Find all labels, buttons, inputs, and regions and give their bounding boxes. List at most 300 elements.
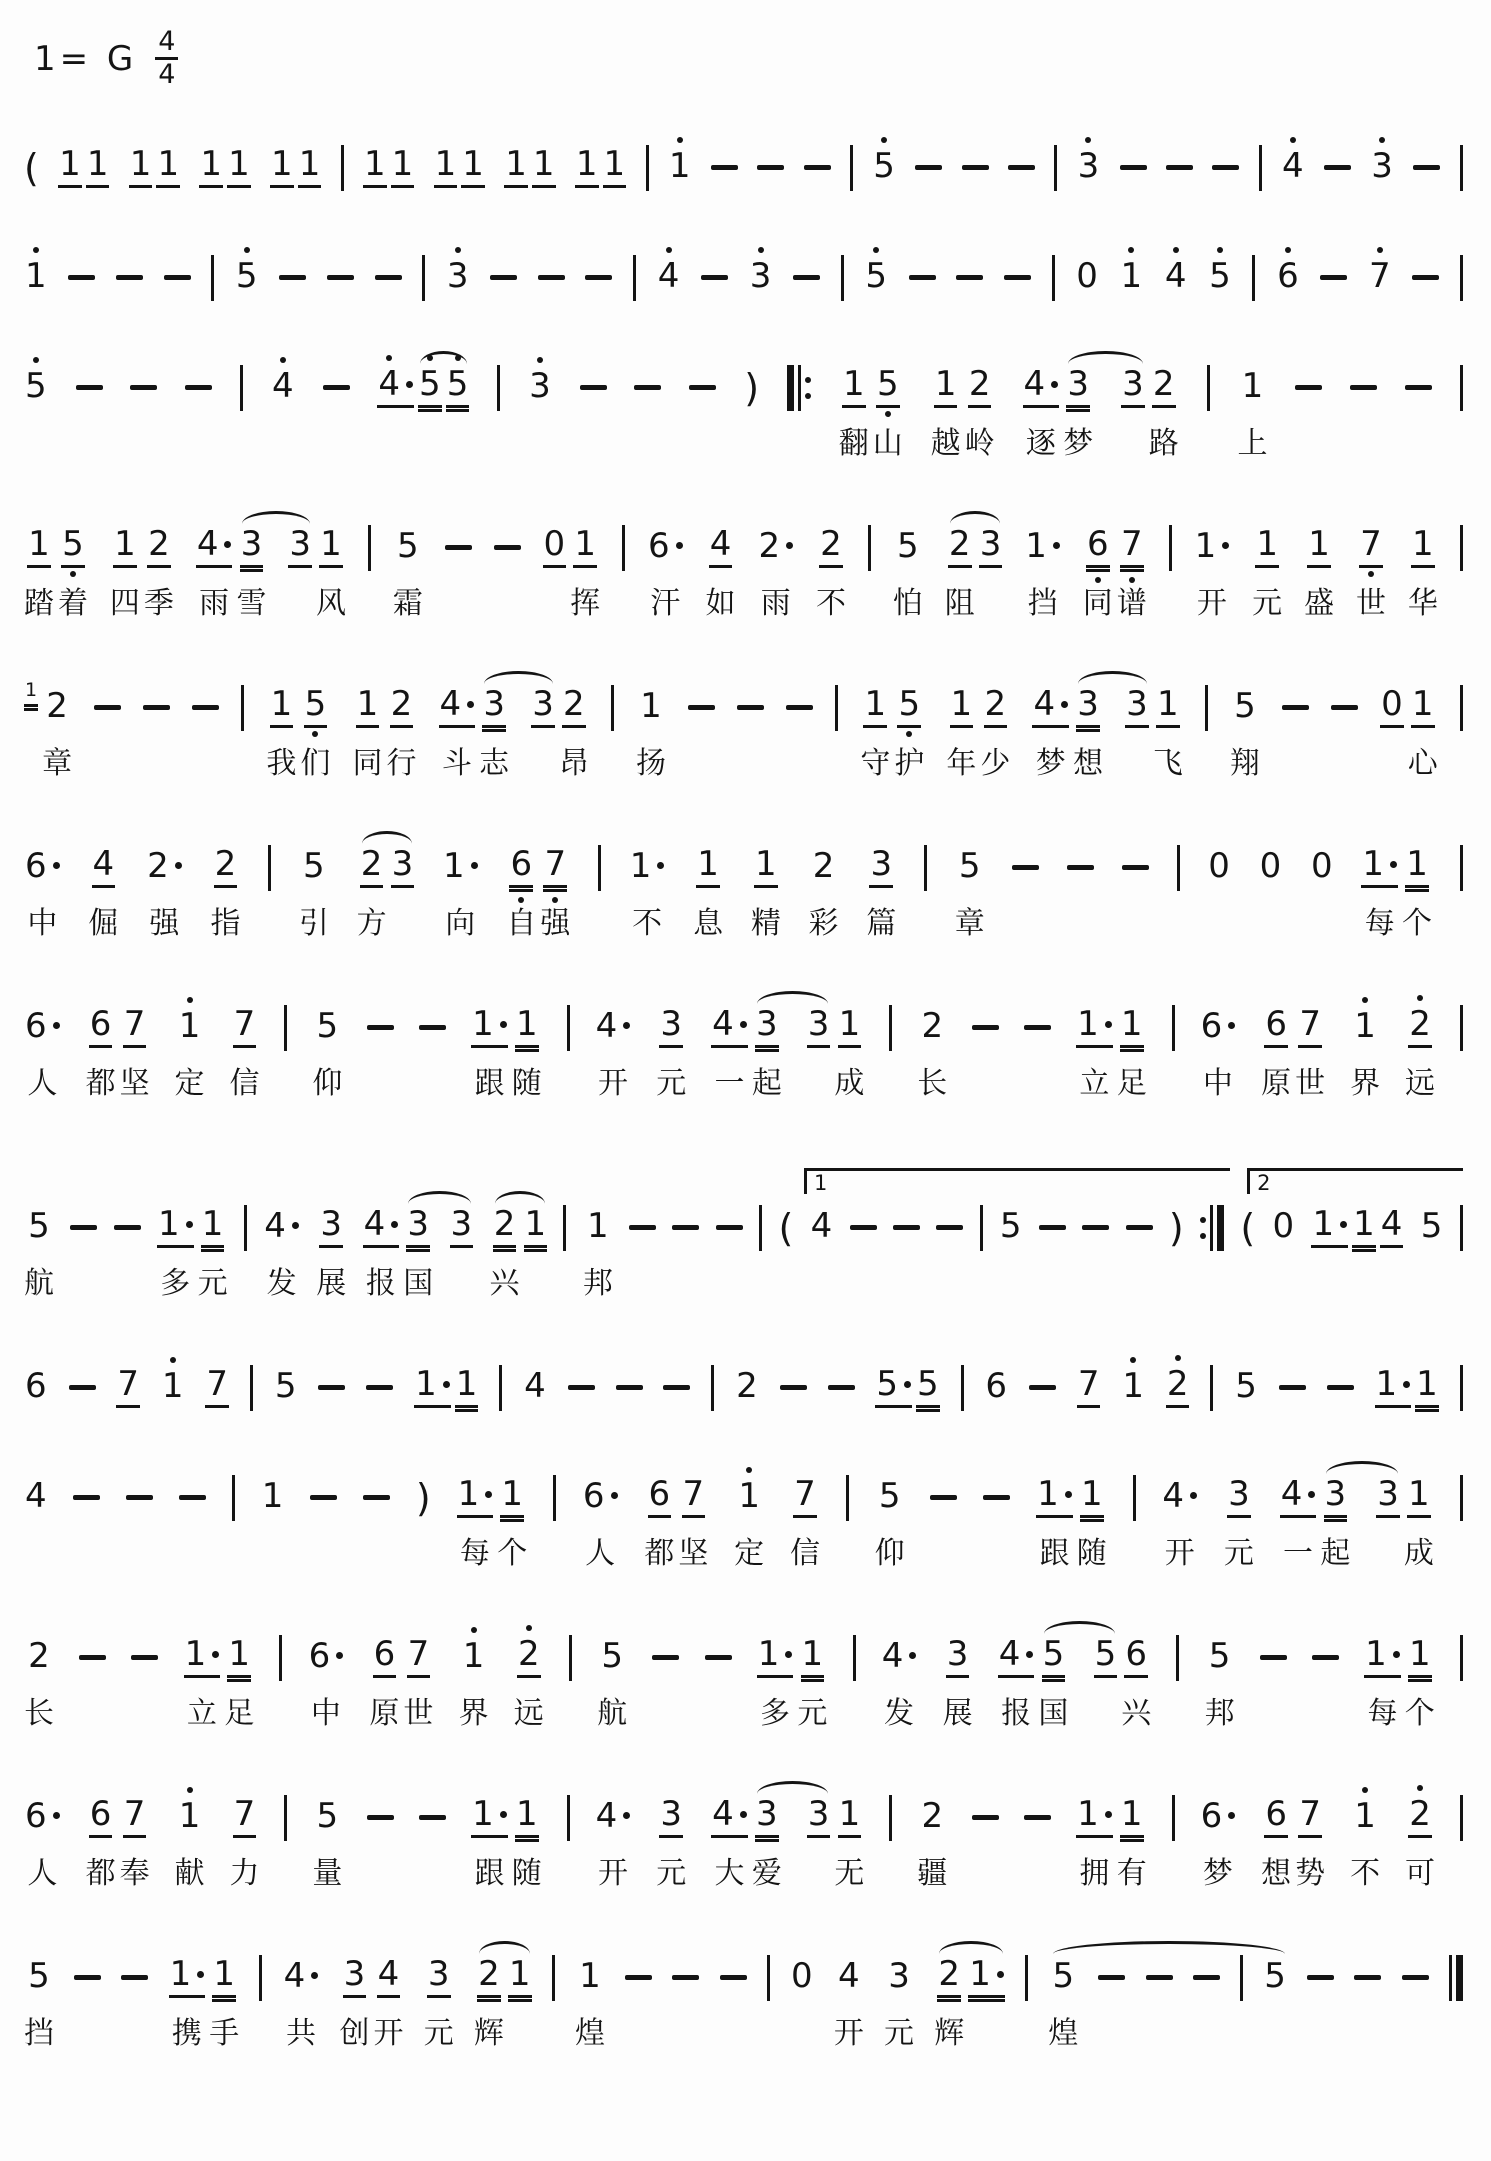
note: 4 共 xyxy=(283,1952,320,2054)
note: 4 大 xyxy=(711,1792,748,1894)
augmentation-dot xyxy=(1222,542,1229,549)
note: 1 立 xyxy=(184,1632,221,1734)
octave-up-dot xyxy=(1173,247,1179,253)
octave-up-dot xyxy=(1217,247,1223,253)
notation-line xyxy=(24,678,1463,784)
note: 7 xyxy=(116,1362,140,1414)
lyric-syllable: 人 xyxy=(27,1855,58,1891)
lyric-syllable: 都 xyxy=(85,1855,116,1891)
lyric-syllable: 创 xyxy=(339,2015,370,2051)
note: 5 章 xyxy=(955,842,985,944)
barline xyxy=(1172,1792,1175,1844)
octave-up-dot xyxy=(1285,247,1291,253)
barline xyxy=(759,1202,762,1254)
lyric-syllable: 不 xyxy=(815,585,846,621)
note: 1 xyxy=(261,1475,284,1516)
lyric-syllable: 每 xyxy=(1364,905,1395,941)
note: 3 起 xyxy=(752,1002,782,1104)
duration-dash xyxy=(192,682,219,734)
note: 3 元 xyxy=(424,1952,454,2054)
note: 6 人 xyxy=(24,1792,61,1894)
note: 3 xyxy=(1370,142,1394,194)
lyric-syllable: 中 xyxy=(27,905,58,941)
duration-dash xyxy=(689,362,716,414)
note: 6 中 xyxy=(24,842,61,944)
duration-dash xyxy=(73,1472,100,1524)
duration-dash xyxy=(850,1202,877,1254)
duration-dash xyxy=(1260,1632,1287,1684)
lyric-syllable: 挡 xyxy=(1027,585,1058,621)
note: 1 手 xyxy=(209,1952,239,2054)
duration-dash xyxy=(893,1202,920,1254)
final-barline xyxy=(1449,1952,1463,2004)
note: 0 xyxy=(1272,1205,1295,1246)
lyric-syllable: 发 xyxy=(884,1695,915,1731)
lyric-syllable: 随 xyxy=(511,1855,542,1891)
augmentation-dot xyxy=(471,862,478,869)
barline xyxy=(868,522,871,574)
duration-dash xyxy=(367,1002,394,1054)
octave-up-dot xyxy=(386,355,392,361)
augmentation-dot xyxy=(485,1491,492,1498)
duration-dash xyxy=(936,1202,963,1254)
octave-down-dot xyxy=(552,897,558,903)
note: 1 精 xyxy=(751,842,781,944)
open-paren: ( xyxy=(1240,1205,1256,1250)
duration-dash xyxy=(1039,1202,1066,1254)
lyric-syllable: 雪 xyxy=(236,585,267,621)
note: 3 志 xyxy=(479,682,509,784)
note: 3 xyxy=(1121,362,1145,414)
barline xyxy=(633,252,636,304)
duration-dash xyxy=(804,142,831,194)
barline xyxy=(250,1362,253,1414)
note: 1 xyxy=(508,1952,532,2004)
lyric-syllable: 兴 xyxy=(489,1265,520,1301)
note: 2 xyxy=(736,1365,758,1406)
duration-dash xyxy=(121,1952,148,2004)
duration-dash xyxy=(419,1002,446,1054)
augmentation-dot xyxy=(224,541,231,548)
note: 5 仰 xyxy=(312,1002,342,1104)
duration-dash xyxy=(1282,682,1309,734)
barline xyxy=(1177,842,1180,894)
note: 7 信 xyxy=(790,1472,820,1574)
duration-dash xyxy=(185,362,212,414)
duration-dash xyxy=(688,682,715,734)
lyric-syllable: 立 xyxy=(186,1695,217,1731)
lyric-syllable: 指 xyxy=(210,905,241,941)
barline xyxy=(1460,1202,1463,1254)
note: 1 个 xyxy=(1405,1632,1435,1734)
note: 4 倔 xyxy=(88,842,118,944)
duration-dash xyxy=(445,522,472,574)
notation-line xyxy=(24,252,1463,304)
augmentation-dot xyxy=(186,1221,193,1228)
note: 3 国 xyxy=(403,1202,433,1304)
lyric-syllable: 雨 xyxy=(199,585,230,621)
lyric-syllable: 展 xyxy=(316,1265,347,1301)
octave-up-dot xyxy=(455,247,461,253)
lyric-syllable: 个 xyxy=(1402,905,1433,941)
octave-up-dot xyxy=(526,1625,532,1631)
note: 1 跟 xyxy=(1036,1472,1073,1574)
lyric-syllable: 多 xyxy=(760,1695,791,1731)
note: 4 逐 xyxy=(1023,362,1060,464)
lyric-syllable: 长 xyxy=(24,1695,54,1731)
note: 1 成 xyxy=(834,1002,864,1104)
note: 1 每 xyxy=(1364,1632,1401,1734)
barline xyxy=(850,142,853,194)
lyric-syllable: 个 xyxy=(1404,1695,1435,1731)
octave-up-dot xyxy=(677,137,683,143)
note: 3 xyxy=(1376,1472,1400,1524)
augmentation-dot xyxy=(1403,1381,1410,1388)
notation-line xyxy=(24,522,1463,624)
duration-dash xyxy=(1320,252,1347,304)
lyric-syllable: 汗 xyxy=(650,585,681,621)
lyric-syllable: 越 xyxy=(930,425,961,461)
lyric-syllable: 霜 xyxy=(392,585,423,621)
note: 1 xyxy=(1415,1362,1439,1414)
lyric-syllable: 成 xyxy=(1403,1535,1434,1571)
duration-dash xyxy=(1008,142,1035,194)
note: 1 xyxy=(199,142,223,194)
lyric-syllable: 元 xyxy=(884,2015,915,2051)
lyric-syllable: 强 xyxy=(149,905,180,941)
lyric-syllable: 同 xyxy=(352,745,383,781)
lyric-syllable: 煌 xyxy=(574,2015,605,2051)
octave-up-dot xyxy=(244,247,250,253)
lyric-syllable: 辉 xyxy=(473,2015,504,2051)
barline xyxy=(1205,682,1208,734)
note: 3 xyxy=(531,682,555,734)
barline xyxy=(259,1952,262,2004)
barline xyxy=(240,362,243,414)
notation-line xyxy=(24,842,1463,944)
duration-dash xyxy=(131,1632,158,1684)
notation-row xyxy=(24,1792,1463,1894)
augmentation-dot xyxy=(336,1652,343,1659)
barline xyxy=(499,1362,502,1414)
note: 7 力 xyxy=(229,1792,259,1894)
barline xyxy=(268,842,271,894)
note: 1 个 xyxy=(497,1472,527,1574)
notation-row xyxy=(24,522,1463,624)
augmentation-dot xyxy=(786,542,793,549)
augmentation-dot xyxy=(1065,1491,1072,1498)
lyric-syllable: 煌 xyxy=(1048,2015,1079,2051)
augmentation-dot xyxy=(1026,1651,1033,1658)
augmentation-dot xyxy=(623,1022,630,1029)
note: 5 航 xyxy=(24,1202,54,1304)
octave-up-dot xyxy=(873,247,879,253)
lyric-syllable: 不 xyxy=(1350,1855,1381,1891)
duration-dash xyxy=(720,1952,747,2004)
note: 7 强 xyxy=(540,842,570,944)
lyric-syllable: 界 xyxy=(458,1695,489,1731)
octave-up-dot xyxy=(1175,1355,1181,1361)
note: 4 一 xyxy=(711,1002,748,1104)
note: 1 华 xyxy=(1408,522,1438,624)
note: 4 xyxy=(25,1475,47,1516)
duration-dash xyxy=(69,1362,96,1414)
close-paren: ) xyxy=(744,365,760,410)
lyric-syllable: 远 xyxy=(1405,1065,1436,1101)
lyric-syllable: 足 xyxy=(1116,1065,1147,1101)
duration-dash xyxy=(130,362,157,414)
note: 1 xyxy=(455,1362,479,1414)
note: 4 开 xyxy=(595,1002,632,1104)
duration-dash xyxy=(375,252,402,304)
lyric-syllable: 界 xyxy=(1350,1065,1381,1101)
lyric-syllable: 志 xyxy=(479,745,510,781)
note: 2 辉 xyxy=(474,1952,504,2054)
barline xyxy=(241,682,244,734)
barline xyxy=(567,1792,570,1844)
lyric-syllable: 少 xyxy=(980,745,1011,781)
augmentation-dot xyxy=(53,1812,60,1819)
note: 3 梦 xyxy=(1063,362,1093,464)
note: 5 xyxy=(1264,1955,1286,1996)
note: 4 梦 xyxy=(1032,682,1069,784)
note: 5 护 xyxy=(894,682,924,784)
note: 3 xyxy=(288,522,312,574)
barline xyxy=(598,842,601,894)
barline xyxy=(279,1632,282,1684)
lyric-syllable: 航 xyxy=(597,1695,628,1731)
notation-line xyxy=(24,1362,1463,1414)
note: 1 xyxy=(1121,1362,1145,1414)
duration-dash xyxy=(367,1792,394,1844)
note: 3 xyxy=(979,522,1003,574)
duration-dash xyxy=(780,1362,807,1414)
note: 3 xyxy=(749,252,773,304)
barline xyxy=(961,1362,964,1414)
barline xyxy=(211,252,214,304)
lyric-syllable: 足 xyxy=(224,1695,255,1731)
close-paren: ) xyxy=(415,1475,431,1520)
augmentation-dot xyxy=(1105,1811,1112,1818)
barline xyxy=(1252,252,1255,304)
duration-dash xyxy=(616,1362,643,1414)
lyric-syllable: 每 xyxy=(1367,1695,1398,1731)
note: 1 xyxy=(24,252,48,304)
barline xyxy=(563,1202,566,1254)
note: 1 成 xyxy=(1404,1472,1434,1574)
lyric-syllable: 多 xyxy=(160,1265,191,1301)
note: 1 xyxy=(968,1952,1005,2004)
lyric-syllable: 人 xyxy=(585,1535,616,1571)
notation-line xyxy=(24,1952,1463,2054)
octave-down-dot xyxy=(312,731,318,737)
duration-dash xyxy=(1212,142,1239,194)
lyric-syllable: 个 xyxy=(497,1535,528,1571)
lyric-syllable: 飞 xyxy=(1152,745,1183,781)
note: 2 彩 xyxy=(809,842,839,944)
lyric-syllable: 无 xyxy=(834,1855,865,1891)
lyric-syllable: 挡 xyxy=(24,2015,54,2051)
note: 1 四 xyxy=(110,522,140,624)
lyric-syllable: 风 xyxy=(316,585,346,621)
note: 2 强 xyxy=(146,842,183,944)
duration-dash xyxy=(1122,842,1149,894)
notation-row xyxy=(24,1202,1463,1304)
lyric-syllable: 扬 xyxy=(636,745,666,781)
note: 3 元 xyxy=(884,1952,914,2054)
barline xyxy=(1460,1472,1463,1524)
lyric-syllable: 同 xyxy=(1082,585,1113,621)
note: 1 xyxy=(363,142,387,194)
note: 2 xyxy=(1166,1362,1190,1414)
note: 5 xyxy=(235,252,259,304)
note: 5 xyxy=(418,362,442,414)
barline xyxy=(1460,1792,1463,1844)
duration-dash xyxy=(70,1202,97,1254)
note: 4 xyxy=(524,1365,546,1406)
duration-dash xyxy=(757,142,784,194)
note: 5 xyxy=(1094,1632,1118,1684)
note: 5 xyxy=(446,362,470,414)
note: 1 xyxy=(603,142,627,194)
barline xyxy=(1133,1472,1136,1524)
lyric-syllable: 想 xyxy=(1261,1855,1292,1891)
note: 5 xyxy=(916,1362,940,1414)
barline xyxy=(1460,142,1463,194)
barline xyxy=(767,1952,770,2004)
barline xyxy=(1460,1002,1463,1054)
augmentation-dot xyxy=(500,1811,507,1818)
note: 4 开 xyxy=(595,1792,632,1894)
note: 1 携 xyxy=(169,1952,206,2054)
note: 1 元 xyxy=(1252,522,1282,624)
note: 2 长 xyxy=(917,1002,947,1104)
note: 1 xyxy=(668,142,692,194)
octave-up-dot xyxy=(1085,137,1091,143)
note: 5 煌 xyxy=(1048,1952,1078,2054)
lyric-syllable: 守 xyxy=(860,745,891,781)
barline xyxy=(1240,1952,1243,2004)
lyric-syllable: 元 xyxy=(197,1265,228,1301)
lyric-syllable: 一 xyxy=(1283,1535,1314,1571)
note: 1 每 xyxy=(1361,842,1398,944)
barline xyxy=(889,1002,892,1054)
lyric-syllable: 开 xyxy=(1196,585,1227,621)
octave-up-dot xyxy=(33,357,39,363)
barline xyxy=(552,1952,555,2004)
note: 1 不 xyxy=(1350,1792,1380,1894)
barline xyxy=(1025,1952,1028,2004)
note: 1 每 xyxy=(457,1472,494,1574)
duration-dash xyxy=(1024,1002,1051,1054)
note: 5 们 xyxy=(300,682,330,784)
lyric-syllable: 携 xyxy=(171,2015,202,2051)
note: 0 xyxy=(1259,845,1282,886)
volta-bracket xyxy=(1247,1168,1463,1194)
barline xyxy=(1460,252,1463,304)
note: 3 元 xyxy=(1224,1472,1254,1574)
note: 5 xyxy=(1420,1205,1443,1246)
lyric-syllable: 年 xyxy=(946,745,977,781)
note: 3 起 xyxy=(1320,1472,1350,1574)
duration-dash xyxy=(366,1362,393,1414)
duration-dash xyxy=(1324,142,1351,194)
duration-dash xyxy=(972,1002,999,1054)
note: 6 自 xyxy=(506,842,536,944)
note: 1 向 xyxy=(442,842,479,944)
duration-dash xyxy=(983,1472,1010,1524)
note: 1 xyxy=(86,142,110,194)
note: 2 阻 xyxy=(945,522,975,624)
note: 4 xyxy=(271,362,295,414)
lyric-syllable: 势 xyxy=(1295,1855,1326,1891)
note: 5 引 xyxy=(299,842,329,944)
lyric-syllable: 都 xyxy=(644,1535,675,1571)
octave-up-dot xyxy=(455,355,461,361)
duration-dash xyxy=(580,362,607,414)
note: 4 如 xyxy=(706,522,736,624)
note: 1 xyxy=(504,142,528,194)
lyric-syllable: 立 xyxy=(1079,1065,1110,1101)
augmentation-dot xyxy=(53,1022,60,1029)
note: 0 xyxy=(790,1955,813,1996)
octave-up-dot xyxy=(1417,995,1423,1001)
octave-down-dot xyxy=(885,411,891,417)
score-lines xyxy=(24,142,1463,2054)
augmentation-dot xyxy=(443,1381,450,1388)
lyric-syllable: 定 xyxy=(174,1065,205,1101)
duration-dash xyxy=(793,252,820,304)
lyric-syllable: 们 xyxy=(300,745,331,781)
duration-dash xyxy=(1082,1202,1109,1254)
lyric-syllable: 元 xyxy=(656,1065,687,1101)
repeat-start-barline xyxy=(787,362,811,414)
duration-dash xyxy=(1331,682,1358,734)
time-signature xyxy=(155,28,178,90)
lyric-syllable: 开 xyxy=(597,1065,628,1101)
note: 1 盛 xyxy=(1304,522,1334,624)
note: 1 立 xyxy=(1076,1002,1113,1104)
lyric-syllable: 行 xyxy=(386,745,417,781)
note: 7 世 xyxy=(403,1632,433,1734)
note: 3 元 xyxy=(656,1002,686,1104)
note: 2 不 xyxy=(816,522,846,624)
note: 1 xyxy=(161,1362,185,1414)
note: 3 xyxy=(1077,142,1101,194)
augmentation-dot xyxy=(1340,1221,1347,1228)
notation-line xyxy=(24,1472,1463,1574)
augmentation-dot xyxy=(740,1021,747,1028)
note: 1 xyxy=(1311,1202,1348,1254)
duration-dash xyxy=(538,252,565,304)
duration-dash xyxy=(363,1472,390,1524)
octave-up-dot xyxy=(1379,137,1385,143)
note: 5 邦 xyxy=(1205,1632,1235,1734)
barline xyxy=(1210,1362,1213,1414)
duration-dash xyxy=(318,1362,345,1414)
lyric-syllable: 奉 xyxy=(119,1855,150,1891)
note: 1 xyxy=(58,142,82,194)
note: 4 xyxy=(1164,252,1188,304)
note: 4 xyxy=(377,362,414,414)
duration-dash xyxy=(94,682,121,734)
barline xyxy=(1176,1632,1179,1684)
octave-up-dot xyxy=(170,1357,176,1363)
note: 6 梦 xyxy=(1200,1792,1237,1894)
octave-down-dot xyxy=(518,897,524,903)
note: 5 xyxy=(864,252,888,304)
duration-dash xyxy=(164,252,191,304)
